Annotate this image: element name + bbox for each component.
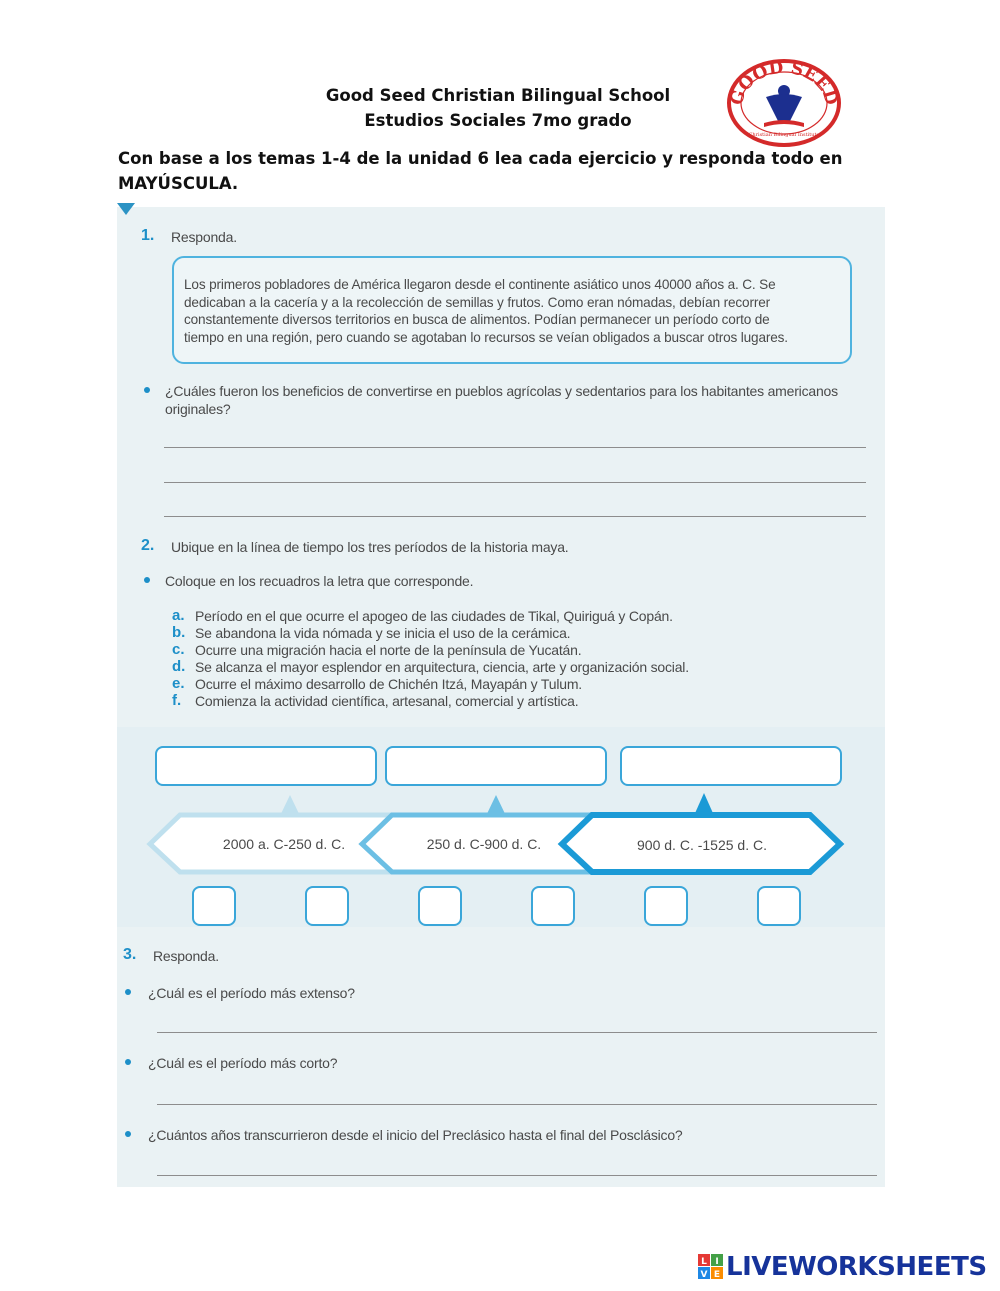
period-name-box-2[interactable] — [385, 746, 607, 786]
bullet-icon — [125, 1131, 131, 1137]
letter-answer-box-4[interactable] — [531, 886, 575, 926]
badge-letter: V — [700, 1270, 708, 1280]
bullet-icon — [125, 1059, 131, 1065]
q1-title: Responda. — [171, 229, 237, 245]
q1-answer-line-3[interactable] — [164, 516, 866, 517]
period-name-box-1[interactable] — [155, 746, 377, 786]
reading-passage — [172, 256, 852, 364]
q3-answer-line-2[interactable] — [157, 1104, 877, 1105]
timeline-label-1: 2000 a. C-250 d. C. — [222, 836, 346, 852]
letter-answer-box-6[interactable] — [757, 886, 801, 926]
option-text: Ocurre una migración hacia el norte de la península de Yucatán. — [195, 642, 582, 658]
q2-instruction: Coloque en los recuadros la letra que corresponde. — [165, 573, 474, 589]
q1-answer-line-1[interactable] — [164, 447, 866, 448]
worksheet-instructions: Con base a los temas 1-4 de la unidad 6 lea cada ejercicio y responda todo en MAYÚSCULA. — [118, 149, 843, 193]
q2-title: Ubique en la línea de tiempo los tres períodos de la historia maya. — [171, 539, 569, 555]
option-text: Período en el que ocurre el apogeo de las ciudades de Tikal, Quiriguá y Copán. — [195, 608, 673, 624]
logo-text: GOOD SEED — [726, 57, 842, 108]
letter-answer-box-5[interactable] — [644, 886, 688, 926]
q1-number: 1. — [141, 227, 155, 244]
school-logo — [724, 55, 844, 147]
badge-letter: I — [715, 1257, 719, 1267]
course-name: Estudios Sociales 7mo grado — [364, 111, 632, 130]
option-letter: e. — [172, 675, 185, 692]
letter-answer-box-2[interactable] — [305, 886, 349, 926]
panel-corner-marker — [117, 203, 135, 215]
q3-answer-line-3[interactable] — [157, 1175, 877, 1176]
option-letter: f. — [172, 692, 182, 709]
passage-line: constantemente diversos territorios en busca de alimentos. Podían permanecer un período corto de — [184, 312, 770, 327]
timeline-label-3: 900 d. C. -1525 d. C. — [637, 837, 767, 853]
q1-question: ¿Cuáles fueron los beneficios de convertirse en pueblos agrícolas y sedentarios para los habitantes americanos — [165, 383, 838, 399]
q3-question-1: ¿Cuál es el período más extenso? — [148, 985, 355, 1001]
badge-letter: E — [713, 1270, 721, 1280]
bullet-icon — [144, 577, 150, 583]
option-letter: c. — [172, 641, 185, 658]
timeline-graphic — [140, 790, 850, 880]
option-text: Ocurre el máximo desarrollo de Chichén Itzá, Mayapán y Tulum. — [195, 676, 582, 692]
badge-letter: L — [701, 1257, 707, 1267]
option-letter: a. — [172, 607, 185, 624]
bullet-icon — [125, 989, 131, 995]
letter-answer-box-1[interactable] — [192, 886, 236, 926]
option-text: Comienza la actividad científica, artesanal, comercial y artística. — [195, 693, 579, 709]
option-letter: d. — [172, 658, 186, 675]
liveworksheets-badge-icon — [698, 1254, 724, 1285]
option-text: Se abandona la vida nómada y se inicia el uso de la cerámica. — [195, 625, 571, 641]
letter-answer-box-3[interactable] — [418, 886, 462, 926]
q3-question-2: ¿Cuál es el período más corto? — [148, 1055, 338, 1071]
q3-question-3: ¿Cuántos años transcurrieron desde el inicio del Preclásico hasta el final del Posclásico? — [148, 1127, 683, 1143]
liveworksheets-brand[interactable]: LIVEWORKSHEETS — [726, 1252, 987, 1282]
logo-subtext: Christian Bilingual Institute — [748, 132, 820, 138]
q3-title: Responda. — [153, 948, 219, 964]
q3-answer-line-1[interactable] — [157, 1032, 877, 1033]
passage-line: Los primeros pobladores de América llegaron desde el continente asiático unos 40000 años a. C. Se — [184, 277, 776, 292]
period-name-box-3[interactable] — [620, 746, 842, 786]
option-letter: b. — [172, 624, 186, 641]
q1-answer-line-2[interactable] — [164, 482, 866, 483]
passage-line: dedicaban a la cacería y a la recolección de semillas y frutos. Como eran nómadas, debían recorrer — [184, 294, 771, 310]
option-text: Se alcanza el mayor esplendor en arquitectura, ciencia, arte y organización social. — [195, 659, 689, 675]
passage-line: tiempo en una región, pero cuando se agotaban lo recursos se veían obligados a buscar otros lugares. — [184, 329, 788, 345]
q2-number: 2. — [141, 537, 155, 554]
bullet-icon — [144, 387, 150, 393]
q3-number: 3. — [123, 946, 137, 963]
school-name: Good Seed Christian Bilingual School — [325, 86, 671, 105]
q1-question-cont: originales? — [165, 401, 231, 417]
timeline-label-2: 250 d. C-900 d. C. — [426, 836, 542, 852]
